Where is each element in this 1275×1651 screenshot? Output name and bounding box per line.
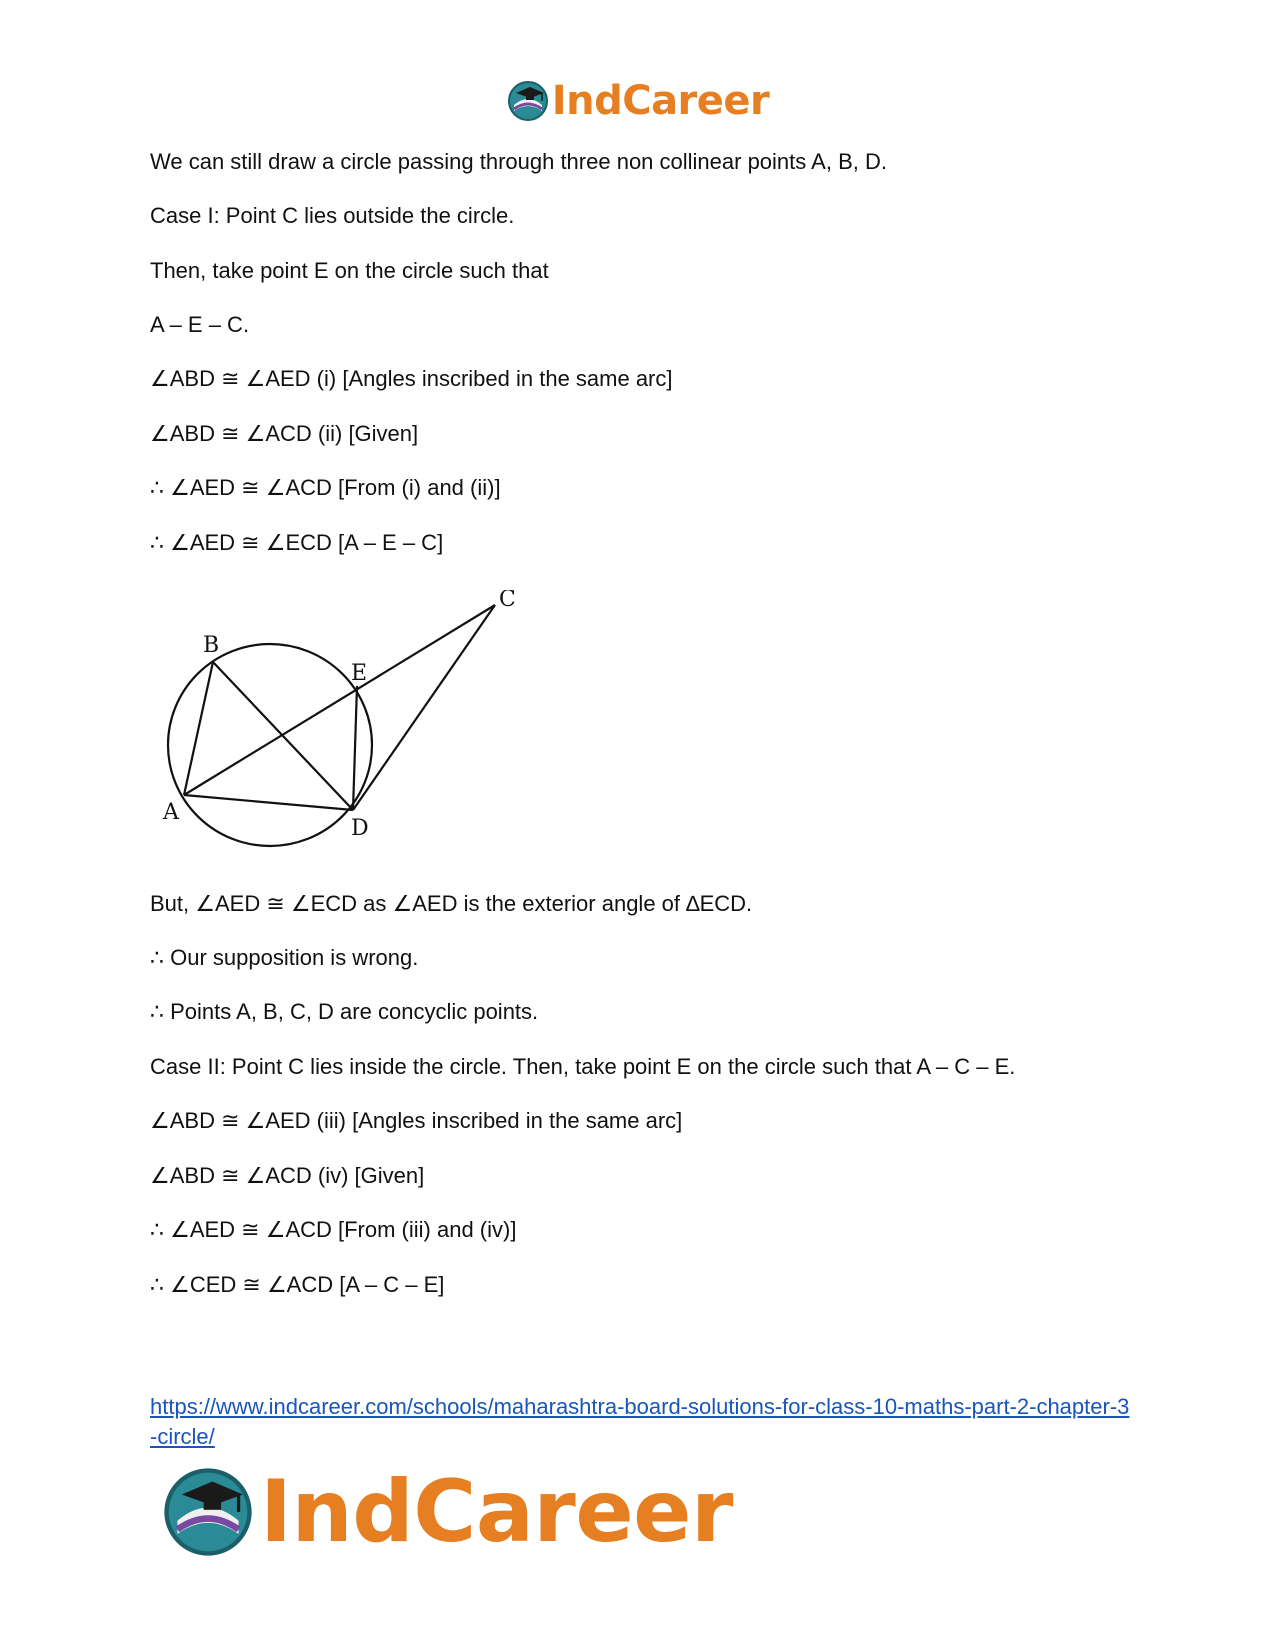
paragraph: ∴ ∠CED ≅ ∠ACD [A – C – E] bbox=[150, 1272, 445, 1297]
paragraph: Case I: Point C lies outside the circle. bbox=[150, 203, 515, 228]
header-logo bbox=[0, 78, 1275, 124]
paragraph: A – E – C. bbox=[150, 312, 250, 337]
paragraph: We can still draw a circle passing through three non collinear points A, B, D. bbox=[150, 149, 887, 174]
paragraph: ∴ ∠AED ≅ ∠ACD [From (iii) and (iv)] bbox=[150, 1217, 517, 1242]
segment-cd bbox=[353, 605, 495, 810]
paragraph: ∠ABD ≅ ∠ACD (ii) [Given] bbox=[150, 421, 419, 446]
paragraph: Case II: Point C lies inside the circle. Then, take point E on the circle such that A – C – E. bbox=[150, 1054, 1016, 1079]
label-a: A bbox=[163, 800, 179, 825]
paragraph: ∴ Our supposition is wrong. bbox=[150, 945, 419, 970]
paragraph: ∴ ∠AED ≅ ∠ACD [From (i) and (ii)] bbox=[150, 475, 501, 500]
paragraph: ∴ Points A, B, C, D are concyclic points. bbox=[150, 999, 539, 1024]
paragraph: Then, take point E on the circle such that bbox=[150, 258, 549, 283]
paragraph: ∠ABD ≅ ∠ACD (iv) [Given] bbox=[150, 1163, 425, 1188]
footer-logo bbox=[160, 1462, 733, 1562]
header-logo-text: IndCareer bbox=[551, 78, 770, 124]
label-e: E bbox=[351, 661, 368, 686]
segment-ac bbox=[184, 605, 495, 795]
source-link[interactable]: https://www.indcareer.com/schools/maharashtra-board-solutions-for-class-10-maths-part-2-chapter-3-circle/ bbox=[150, 1394, 1130, 1449]
paragraph: ∠ABD ≅ ∠AED (iii) [Angles inscribed in the same arc] bbox=[150, 1108, 683, 1133]
graduation-globe-icon bbox=[506, 79, 550, 123]
segment-ad bbox=[184, 795, 353, 810]
circle bbox=[168, 644, 372, 846]
paragraph: But, ∠AED ≅ ∠ECD as ∠AED is the exterior angle of ∆ECD. bbox=[150, 891, 753, 916]
label-b: B bbox=[203, 633, 220, 658]
paragraph: ∠ABD ≅ ∠AED (i) [Angles inscribed in the same arc] bbox=[150, 366, 673, 391]
label-d: D bbox=[351, 816, 369, 841]
paragraph: ∴ ∠AED ≅ ∠ECD [A – E – C] bbox=[150, 530, 444, 555]
circle-diagram bbox=[155, 590, 535, 860]
graduation-globe-icon bbox=[160, 1464, 256, 1560]
segment-ed bbox=[353, 686, 357, 810]
label-c: C bbox=[499, 590, 516, 612]
geometry-figure bbox=[155, 590, 535, 865]
footer-logo-text: IndCareer bbox=[260, 1462, 733, 1562]
segment-ab bbox=[184, 662, 213, 795]
segment-bd bbox=[213, 662, 353, 810]
